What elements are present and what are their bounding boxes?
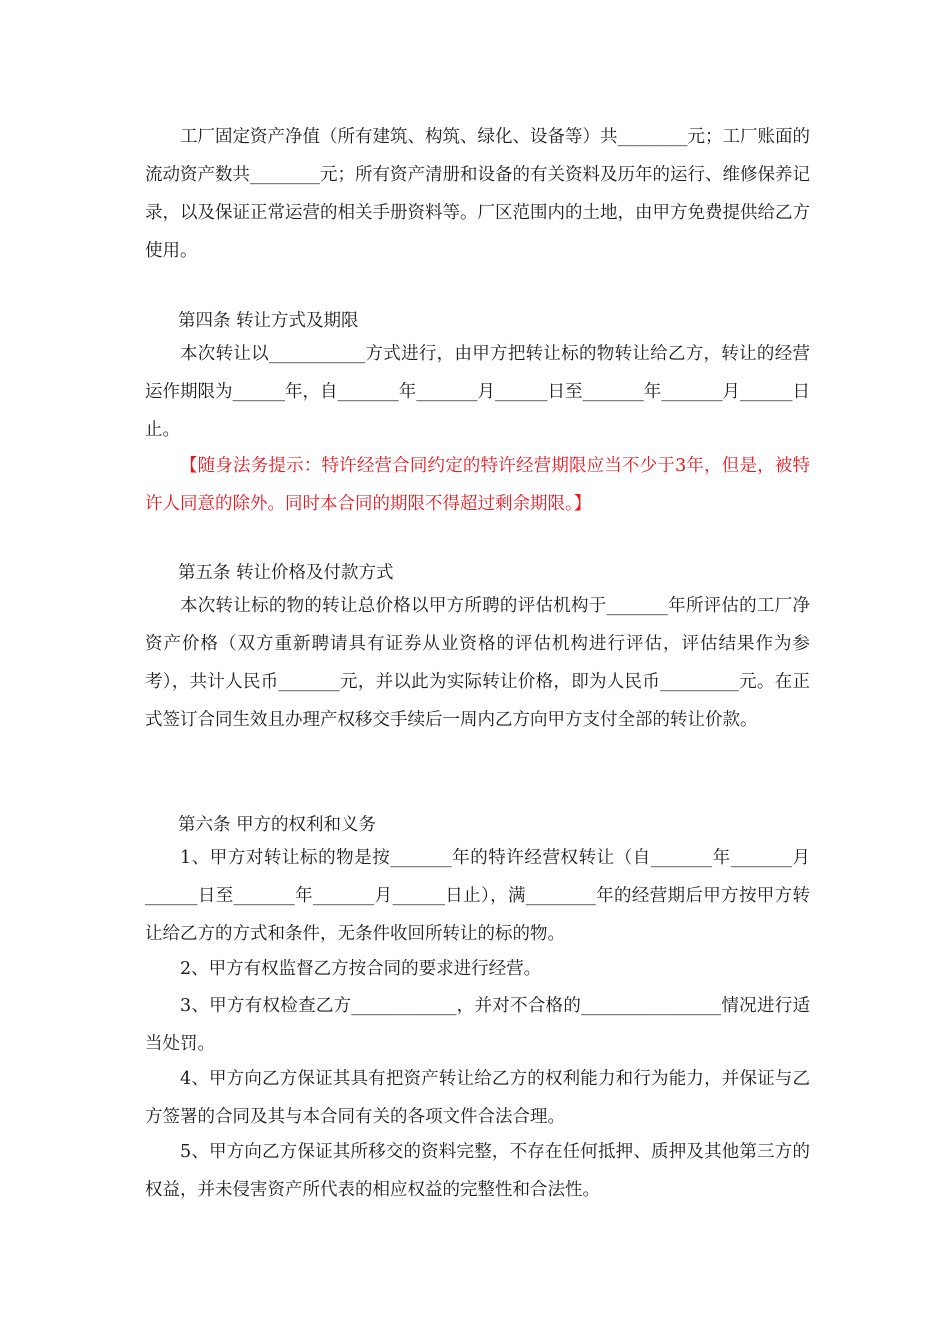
article-4-body: 本次转让以___________方式进行，由甲方把转让标的物转让给乙方，转让的经营运作期限为______年，自_______年_______月______日至_______年_______月______日止。 [145, 344, 810, 440]
article-5-title: 第五条 转让价格及付款方式 [178, 563, 394, 583]
article-6-title: 第六条 甲方的权利和义务 [178, 815, 377, 835]
article-6-item-3: 3、甲方有权检查乙方____________，并对不合格的________________情况进行适当处罚。 [145, 996, 810, 1054]
article-6-item-4: 4、甲方向乙方保证其具有把资产转让给乙方的权利能力和行为能力，并保证与乙方签署的合同及其与本合同有关的各项文件合法合理。 [145, 1069, 810, 1127]
article-6-item-5: 5、甲方向乙方保证其所移交的资料完整，不存在任何抵押、质押及其他第三方的权益，并未侵害资产所代表的相应权益的完整性和合法性。 [145, 1142, 810, 1200]
assets-paragraph: 工厂固定资产净值（所有建筑、构筑、绿化、设备等）共________元；工厂账面的流动资产数共________元；所有资产清册和设备的有关资料及历年的运行、维修保养记录，以及保证正常运营的相关手册资料等。厂区范围内的土地，由甲方免费提供给乙方使用。 [145, 127, 810, 261]
article-6-item-1: 1、甲方对转让标的物是按_______年的特许经营权转让（自_______年_______月______日至_______年_______月______日止），满________年的经营期后甲方按甲方转让给乙方的方式和条件，无条件收回所转让的标的物。 [145, 848, 810, 944]
article-4-title: 第四条 转让方式及期限 [178, 311, 359, 331]
article-6-item-2: 2、甲方有权监督乙方按合同的要求进行经营。 [180, 959, 542, 979]
article-5-body: 本次转让标的物的转让总价格以甲方所聘的评估机构于_______年所评估的工厂净资产价格（双方重新聘请具有证券从业资格的评估机构进行评估，评估结果作为参考），共计人民币_______元，并以此为实际转让价格，即为人民币_________元。在正式签订合同生效且办理产权移交手续后一周内乙方向甲方支付全部的转让价款。 [145, 596, 810, 730]
legal-tip: 【随身法务提示：特许经营合同约定的特许经营期限应当不少于3年，但是，被特许人同意的除外。同时本合同的期限不得超过剩余期限。】 [145, 456, 810, 514]
